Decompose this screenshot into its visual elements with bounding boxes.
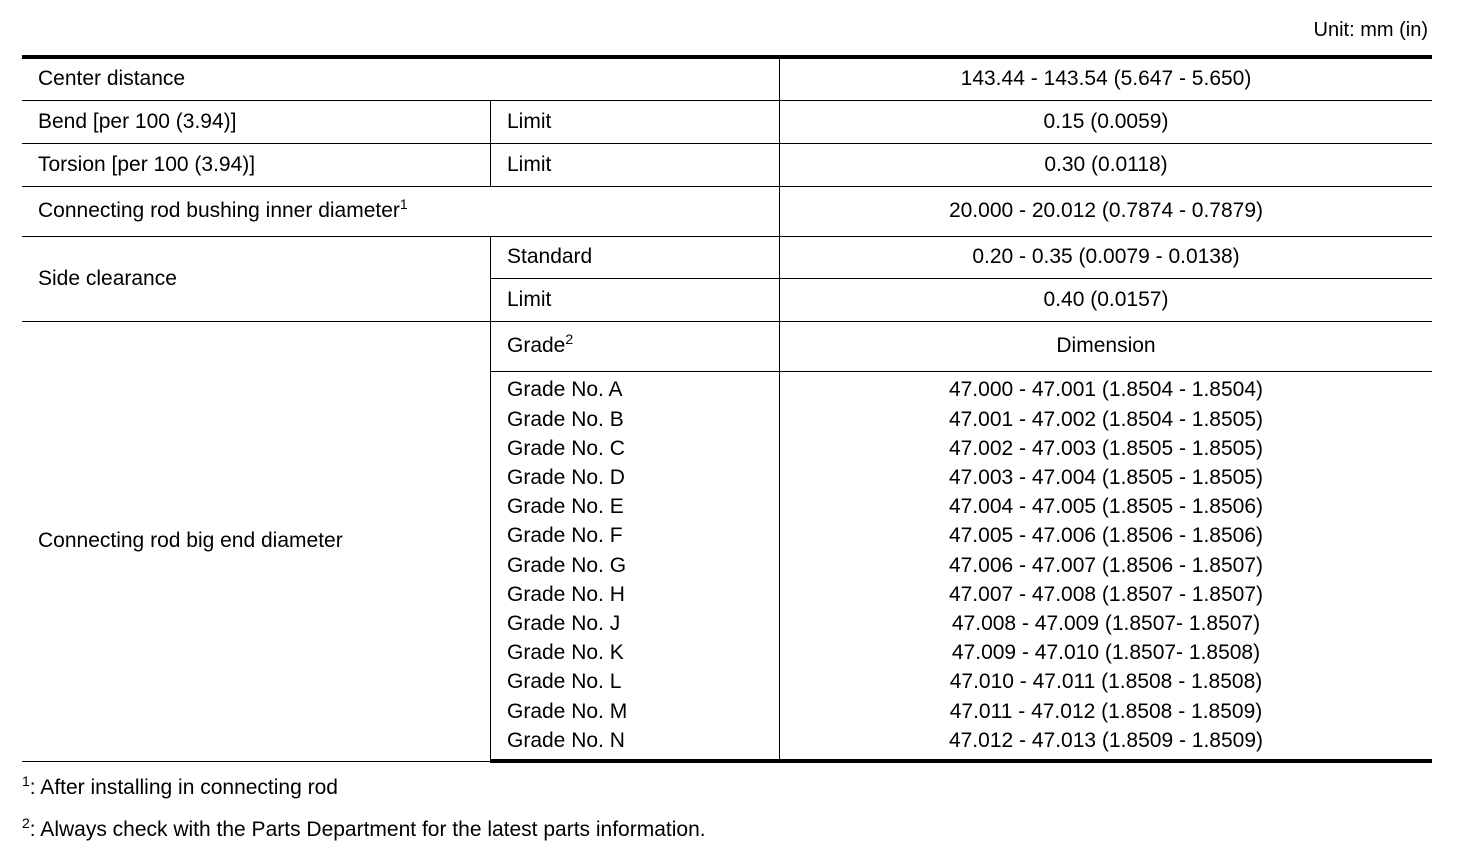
dimension-item: 47.006 - 47.007 (1.8506 - 1.8507) (948, 553, 1264, 577)
table-row (22, 236, 1432, 278)
grade-list (491, 371, 780, 761)
table-row (22, 100, 1432, 143)
footnote-1 (22, 773, 706, 815)
grade-item: Grade No. C (507, 436, 625, 460)
grade-item: Grade No. J (507, 612, 621, 636)
dimension-item: 47.004 - 47.005 (1.8505 - 1.8506) (948, 495, 1264, 519)
table-row (22, 143, 1432, 186)
sub-torsion-limit: Limit (491, 143, 780, 186)
sub-side-clearance-limit: Limit (491, 278, 780, 321)
sub-bend-limit: Limit (491, 100, 780, 143)
item-torsion: Torsion [per 100 (3.94)] (22, 143, 491, 186)
item-side-clearance: Side clearance (22, 236, 491, 321)
grade-item: Grade No. A (507, 378, 623, 402)
dimension-item: 47.000 - 47.001 (1.8504 - 1.8504) (948, 378, 1264, 402)
grade-item: Grade No. N (507, 728, 625, 752)
dimension-item: 47.010 - 47.011 (1.8508 - 1.8508) (949, 670, 1263, 694)
item-center-distance: Center distance (22, 57, 780, 100)
footnote-mark: 1 (22, 773, 30, 789)
footnotes (22, 773, 706, 857)
table-row (22, 57, 1432, 100)
value-bend: 0.15 (0.0059) (780, 100, 1433, 143)
grade-item: Grade No. E (507, 495, 624, 519)
grade-item: Grade No. M (507, 699, 628, 723)
value-side-clearance-standard: 0.20 - 0.35 (0.0079 - 0.0138) (780, 236, 1433, 278)
dimension-item: 47.008 - 47.009 (1.8507- 1.8507) (951, 612, 1261, 636)
dimension-item: 47.009 - 47.010 (1.8507- 1.8508) (951, 641, 1261, 665)
footnote-text: : After installing in connecting rod (29, 776, 338, 799)
dimension-item: 47.007 - 47.008 (1.8507 - 1.8507) (948, 582, 1264, 606)
grade-item: Grade No. G (507, 553, 627, 577)
dimension-item: 47.003 - 47.004 (1.8505 - 1.8505) (948, 466, 1264, 490)
item-bend: Bend [per 100 (3.94)] (22, 100, 491, 143)
footnote-text: : Always check with the Parts Department for the latest parts information. (29, 818, 706, 841)
dimension-item: 47.011 - 47.012 (1.8508 - 1.8509) (949, 699, 1263, 723)
value-side-clearance-limit: 0.40 (0.0157) (780, 278, 1433, 321)
grade-item: Grade No. L (507, 670, 622, 694)
spec-table (22, 55, 1432, 763)
grade-item: Grade No. H (507, 582, 625, 606)
item-big-end: Connecting rod big end diameter (22, 321, 491, 761)
grade-item: Grade No. D (507, 466, 625, 490)
grade-item: Grade No. F (507, 524, 623, 548)
table-row (22, 186, 1432, 236)
dimension-item: 47.001 - 47.002 (1.8504 - 1.8505) (948, 407, 1264, 431)
table-row (22, 321, 1432, 371)
grade-header-label: Grade (507, 334, 566, 357)
sub-side-clearance-standard: Standard (491, 236, 780, 278)
dimension-item: 47.002 - 47.003 (1.8505 - 1.8505) (948, 436, 1264, 460)
grade-item: Grade No. K (507, 641, 624, 665)
value-center-distance: 143.44 - 143.54 (5.647 - 5.650) (780, 57, 1433, 100)
footnote-mark: 2 (22, 815, 30, 831)
footnote-ref-2: 2 (565, 331, 574, 347)
unit-label: Unit: mm (in) (1313, 19, 1428, 41)
grade-item: Grade No. B (507, 407, 624, 431)
footnote-ref-1: 1 (399, 196, 408, 212)
dimension-item: 47.012 - 47.013 (1.8509 - 1.8509) (948, 728, 1264, 752)
dimension-item: 47.005 - 47.006 (1.8506 - 1.8506) (948, 524, 1264, 548)
item-bushing (22, 186, 780, 236)
value-torsion: 0.30 (0.0118) (780, 143, 1433, 186)
grade-header (491, 321, 780, 371)
value-bushing: 20.000 - 20.012 (0.7874 - 0.7879) (780, 186, 1433, 236)
item-bushing-label: Connecting rod bushing inner diameter (38, 199, 400, 222)
footnote-2 (22, 815, 706, 857)
dimension-list (780, 371, 1433, 761)
dimension-header: Dimension (780, 321, 1433, 371)
